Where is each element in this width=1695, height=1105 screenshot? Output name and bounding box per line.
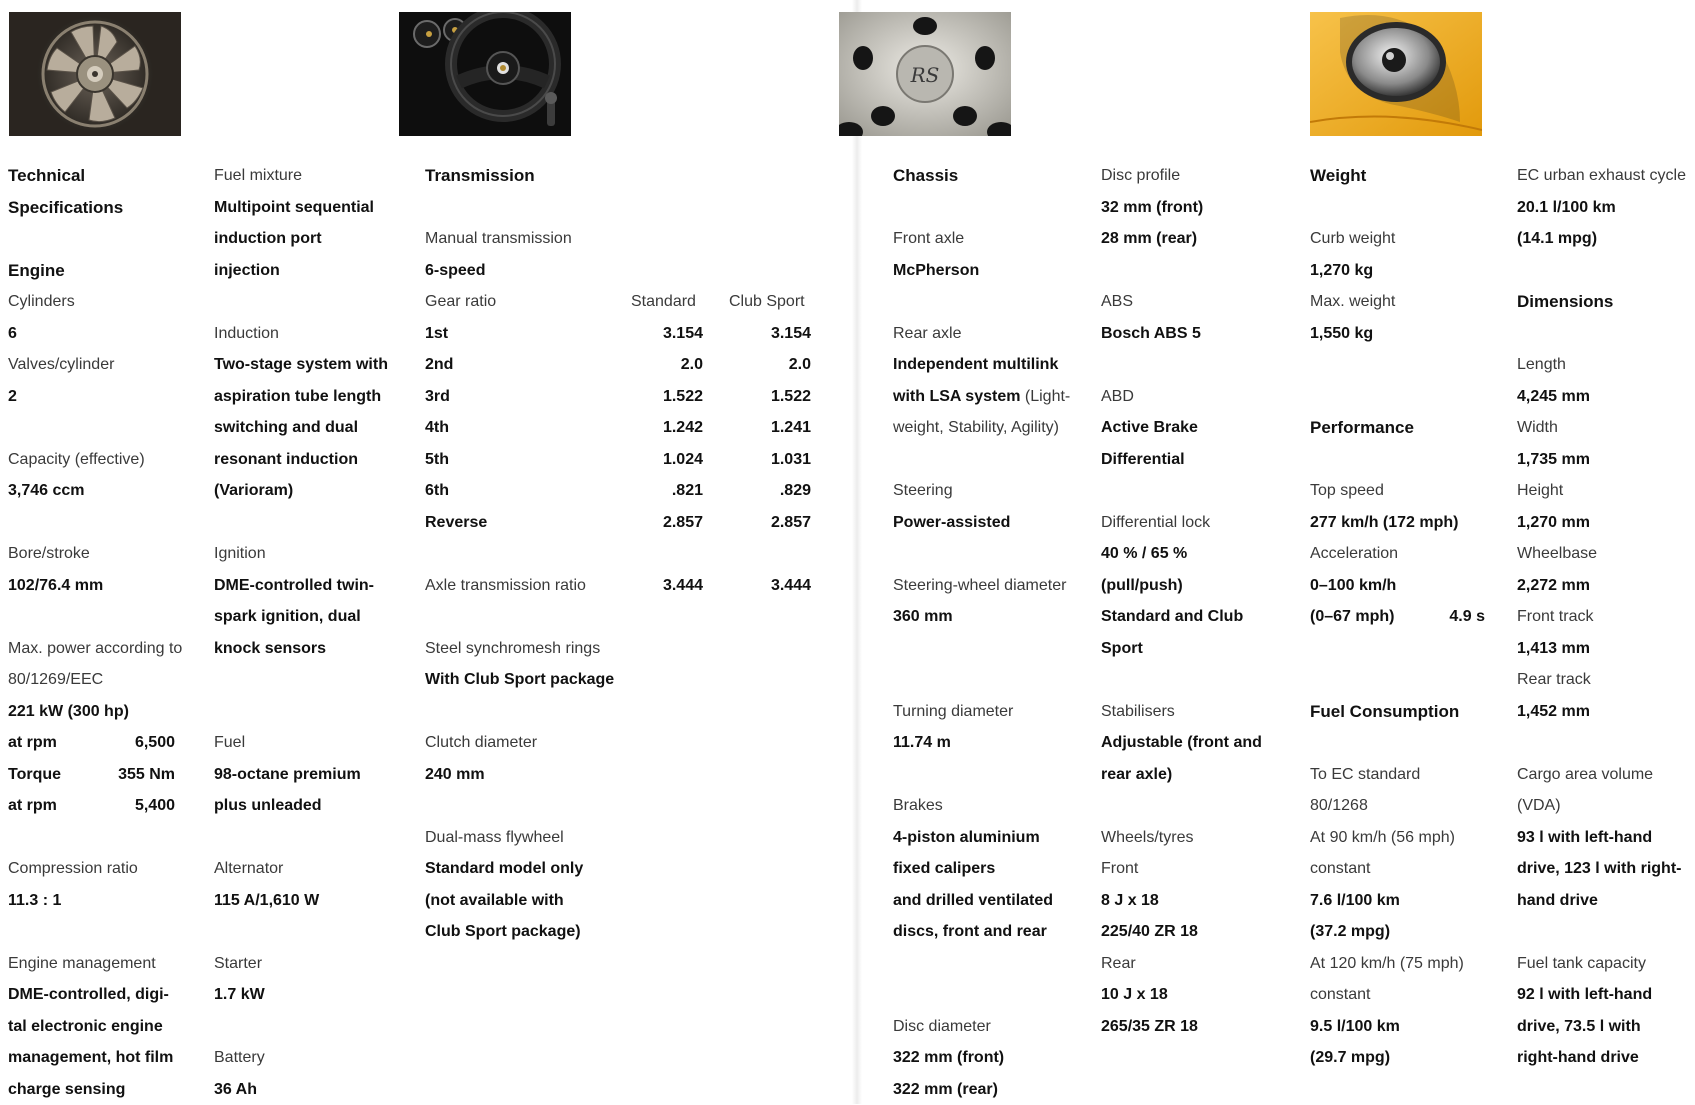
gear-column-header-club-sport: Club Sport [729, 286, 811, 318]
spec-label: Manual transmission [425, 223, 815, 255]
gear-name: 6th [425, 475, 496, 507]
spec-value: 93 l with left-hand [1517, 822, 1695, 854]
spec-label: Fuel mixture [214, 160, 394, 192]
spec-value: (0–67 mph) [1310, 601, 1394, 633]
column-chassis [893, 160, 1098, 1105]
spec-value: 28 mm (rear) [1101, 223, 1306, 255]
spec-value: 2,272 mm [1517, 570, 1695, 602]
spec-label: Width [1517, 412, 1695, 444]
spec-value: DME-controlled twin- [214, 570, 394, 602]
spec-value: with LSA system [893, 388, 1020, 405]
spec-label: Front axle [893, 223, 1098, 255]
spec-label: Valves/cylinder [8, 349, 175, 381]
gear-name: 5th [425, 444, 496, 476]
column-dimensions [1517, 160, 1695, 1074]
gear-ratio-standard: 2.0 [631, 349, 703, 381]
spec-value: 11.74 m [893, 727, 1098, 759]
section-title-fuel-consumption: Fuel Consumption [1310, 696, 1485, 728]
spec-value: Standard and Club [1101, 601, 1306, 633]
spec-label: Capacity (effective) [8, 444, 175, 476]
spec-label: at rpm [8, 727, 57, 759]
spec-value: With Club Sport package [425, 664, 815, 696]
spec-label: Differential lock [1101, 507, 1306, 539]
spec-label: Top speed [1310, 475, 1485, 507]
spec-value: 322 mm (rear) [893, 1074, 1098, 1105]
spec-value: 36 Ah [214, 1074, 394, 1105]
spec-value: 92 l with left-hand [1517, 979, 1695, 1011]
gear-ratio-standard: 3.154 [631, 318, 703, 350]
spec-value: 1,270 kg [1310, 255, 1485, 287]
spec-value: 265/35 ZR 18 [1101, 1011, 1306, 1043]
spec-label: At 90 km/h (56 mph) [1310, 822, 1485, 854]
spec-label: Dual-mass flywheel [425, 822, 815, 854]
spec-label: constant [1310, 853, 1485, 885]
gear-ratio-club-sport: 3.154 [729, 318, 811, 350]
spec-label: Torque [8, 759, 61, 791]
spec-label: Steering-wheel diameter [893, 570, 1098, 602]
spec-value: 98-octane premium [214, 759, 394, 791]
spec-row-rpm [8, 790, 175, 822]
spec-label: Turning diameter [893, 696, 1098, 728]
spec-value: 221 kW (300 hp) [8, 696, 175, 728]
spec-label: Steel synchromesh rings [425, 633, 815, 665]
gear-name: Reverse [425, 507, 496, 539]
spec-value: Sport [1101, 633, 1306, 665]
spec-label: Clutch diameter [425, 727, 815, 759]
spec-label: Front [1101, 853, 1306, 885]
spec-value: (37.2 mpg) [1310, 916, 1485, 948]
spec-label: At 120 km/h (75 mph) [1310, 948, 1485, 980]
gear-ratio-club-sport: 2.857 [729, 507, 811, 539]
spec-value: 6-speed [425, 255, 815, 287]
spec-value: injection [214, 255, 394, 287]
spec-label: Height [1517, 475, 1695, 507]
gear-ratio-standard: .821 [631, 475, 703, 507]
column-weight-performance [1310, 160, 1485, 1074]
spec-row-rpm [8, 727, 175, 759]
section-title-chassis: Chassis [893, 160, 1098, 192]
section-title-transmission: Transmission [425, 160, 815, 192]
section-title-specifications: Specifications [8, 192, 175, 224]
spec-value: 9.5 l/100 km [1310, 1011, 1485, 1043]
gear-name: 1st [425, 318, 496, 350]
spec-value: tal electronic engine [8, 1011, 175, 1043]
spec-value: 32 mm (front) [1101, 192, 1306, 224]
gear-ratio-standard: 1.522 [631, 381, 703, 413]
spec-value: rear axle) [1101, 759, 1306, 791]
spec-label: Stabilisers [1101, 696, 1306, 728]
spec-label: at rpm [8, 790, 57, 822]
spec-value: 1,270 mm [1517, 507, 1695, 539]
spec-value: 8 J x 18 [1101, 885, 1306, 917]
spec-label: Wheels/tyres [1101, 822, 1306, 854]
column-engine [8, 160, 175, 1105]
spec-value: drive, 73.5 l with [1517, 1011, 1695, 1043]
spec-label: Starter [214, 948, 394, 980]
spec-value: 1,452 mm [1517, 696, 1695, 728]
section-title-engine: Engine [8, 255, 175, 287]
spec-value: 2 [8, 381, 175, 413]
column-chassis-continued [1101, 160, 1306, 1042]
section-title-weight: Weight [1310, 160, 1485, 192]
spec-value: aspiration tube length [214, 381, 394, 413]
spec-label: Compression ratio [8, 853, 175, 885]
spec-value: (not available with [425, 885, 815, 917]
spec-label: Brakes [893, 790, 1098, 822]
spec-value: 5,400 [135, 790, 175, 822]
spec-label: Rear track [1517, 664, 1695, 696]
spec-label: ABS [1101, 286, 1306, 318]
spec-value: switching and dual [214, 412, 394, 444]
spec-label: Steering [893, 475, 1098, 507]
gear-ratio-standard: 1.024 [631, 444, 703, 476]
spec-value: Standard model only [425, 853, 815, 885]
gear-ratio-club-sport: 1.522 [729, 381, 811, 413]
spec-label: To EC standard [1310, 759, 1485, 791]
spec-value: plus unleaded [214, 790, 394, 822]
section-title-dimensions: Dimensions [1517, 286, 1695, 318]
spec-value: and drilled ventilated [893, 885, 1098, 917]
spec-value: 20.1 l/100 km [1517, 192, 1695, 224]
fan-photo [9, 12, 181, 136]
gear-ratio-club-sport: 1.031 [729, 444, 811, 476]
spec-value: charge sensing [8, 1074, 175, 1105]
spec-value: McPherson [893, 255, 1098, 287]
spec-label: Max. weight [1310, 286, 1485, 318]
column-engine-continued [214, 160, 394, 1105]
spec-label: constant [1310, 979, 1485, 1011]
spec-label: Acceleration [1310, 538, 1485, 570]
spec-label: Bore/stroke [8, 538, 175, 570]
spec-value: 1,550 kg [1310, 318, 1485, 350]
spec-label: Rear [1101, 948, 1306, 980]
axle-ratio-club-sport: 3.444 [729, 570, 811, 602]
spec-value: 277 km/h (172 mph) [1310, 507, 1485, 539]
spec-value: 225/40 ZR 18 [1101, 916, 1306, 948]
gear-name: 2nd [425, 349, 496, 381]
spec-value: (Varioram) [214, 475, 394, 507]
spec-value: Club Sport package) [425, 916, 815, 948]
spec-value: 0–100 km/h [1310, 570, 1485, 602]
spec-value: 322 mm (front) [893, 1042, 1098, 1074]
spec-value: 115 A/1,610 W [214, 885, 394, 917]
spec-value: Differential [1101, 444, 1306, 476]
gear-name: 3rd [425, 381, 496, 413]
gear-name: 4th [425, 412, 496, 444]
spec-label: Engine management [8, 948, 175, 980]
spec-value: discs, front and rear [893, 916, 1098, 948]
gear-ratio-standard: 2.857 [631, 507, 703, 539]
spec-note: weight, Stability, Agility) [893, 412, 1098, 444]
spec-value: Two-stage system with [214, 349, 394, 381]
spec-label: ABD [1101, 381, 1306, 413]
spec-row-torque [8, 759, 175, 791]
headlight-photo [1310, 12, 1482, 136]
spec-value: Multipoint sequential [214, 192, 394, 224]
spec-label: 80/1268 [1310, 790, 1485, 822]
spec-value: 10 J x 18 [1101, 979, 1306, 1011]
spec-label: Rear axle [893, 318, 1098, 350]
spec-value: Bosch ABS 5 [1101, 318, 1306, 350]
spec-value: knock sensors [214, 633, 394, 665]
spec-value: 360 mm [893, 601, 1098, 633]
steering-wheel-photo [399, 12, 571, 136]
spec-value: 4.9 s [1449, 601, 1485, 633]
spec-label: EC urban exhaust cycle [1517, 160, 1695, 192]
spec-label: Battery [214, 1042, 394, 1074]
section-title-performance: Performance [1310, 412, 1485, 444]
gear-ratio-standard: 1.242 [631, 412, 703, 444]
gear-column-header-standard: Standard [631, 286, 703, 318]
spec-label: Induction [214, 318, 394, 350]
spec-label: Disc profile [1101, 160, 1306, 192]
spec-value: 6,500 [135, 727, 175, 759]
spec-label: (VDA) [1517, 790, 1695, 822]
spec-value: 40 % / 65 % [1101, 538, 1306, 570]
gear-ratio-club-sport: .829 [729, 475, 811, 507]
column-transmission [425, 160, 815, 948]
gear-ratio-club-sport: 2.0 [729, 349, 811, 381]
spec-row-acceleration [1310, 601, 1485, 633]
gear-ratio-table [425, 286, 815, 538]
spec-label: 80/1269/EEC [8, 664, 175, 696]
spec-value: management, hot film [8, 1042, 175, 1074]
spec-label: Curb weight [1310, 223, 1485, 255]
spec-value: 11.3 : 1 [8, 885, 175, 917]
spec-label: Max. power according to [8, 633, 175, 665]
spec-value: 1.7 kW [214, 979, 394, 1011]
spec-value: hand drive [1517, 885, 1695, 917]
spec-value: Active Brake [1101, 412, 1306, 444]
spec-label: Front track [1517, 601, 1695, 633]
axle-ratio-row [425, 570, 815, 602]
spec-label: Ignition [214, 538, 394, 570]
spec-label: Fuel tank capacity [1517, 948, 1695, 980]
spec-value: 7.6 l/100 km [1310, 885, 1485, 917]
spec-value: (14.1 mpg) [1517, 223, 1695, 255]
spec-label: Cargo area volume [1517, 759, 1695, 791]
spec-value: 4,245 mm [1517, 381, 1695, 413]
spec-label: Length [1517, 349, 1695, 381]
spec-label: Disc diameter [893, 1011, 1098, 1043]
spec-value: (pull/push) [1101, 570, 1306, 602]
spec-value: DME-controlled, digi- [8, 979, 175, 1011]
spec-value: 4-piston aluminium [893, 822, 1098, 854]
spec-value: 3,746 ccm [8, 475, 175, 507]
spec-label: Alternator [214, 853, 394, 885]
spec-note: (Light- [1020, 388, 1070, 405]
spec-value: 1,735 mm [1517, 444, 1695, 476]
gear-ratio-label: Gear ratio [425, 286, 496, 318]
spec-value: induction port [214, 223, 394, 255]
spec-label: Wheelbase [1517, 538, 1695, 570]
spec-value: Adjustable (front and [1101, 727, 1306, 759]
page-gutter [852, 0, 862, 1104]
gear-ratio-club-sport: 1.241 [729, 412, 811, 444]
axle-ratio-standard: 3.444 [631, 570, 703, 602]
spec-value: (29.7 mpg) [1310, 1042, 1485, 1074]
spec-label: Cylinders [8, 286, 175, 318]
spec-value: Power-assisted [893, 507, 1098, 539]
spec-value: 1,413 mm [1517, 633, 1695, 665]
spec-value: spark ignition, dual [214, 601, 394, 633]
spec-value: drive, 123 l with right- [1517, 853, 1695, 885]
spec-value: Independent multilink [893, 349, 1098, 381]
spec-value: fixed calipers [893, 853, 1098, 885]
spec-value: 102/76.4 mm [8, 570, 175, 602]
spec-value: 240 mm [425, 759, 815, 791]
spec-label: Fuel [214, 727, 394, 759]
spec-value: resonant induction [214, 444, 394, 476]
spec-label: Axle transmission ratio [425, 570, 586, 602]
section-title-technical: Technical [8, 160, 175, 192]
spec-value-mixed [893, 381, 1098, 413]
spec-value: 355 Nm [118, 759, 175, 791]
spec-value: right-hand drive [1517, 1042, 1695, 1074]
rs-wheel-photo [839, 12, 1011, 136]
spec-value: 6 [8, 318, 175, 350]
svg-text:RS: RS [910, 63, 940, 87]
